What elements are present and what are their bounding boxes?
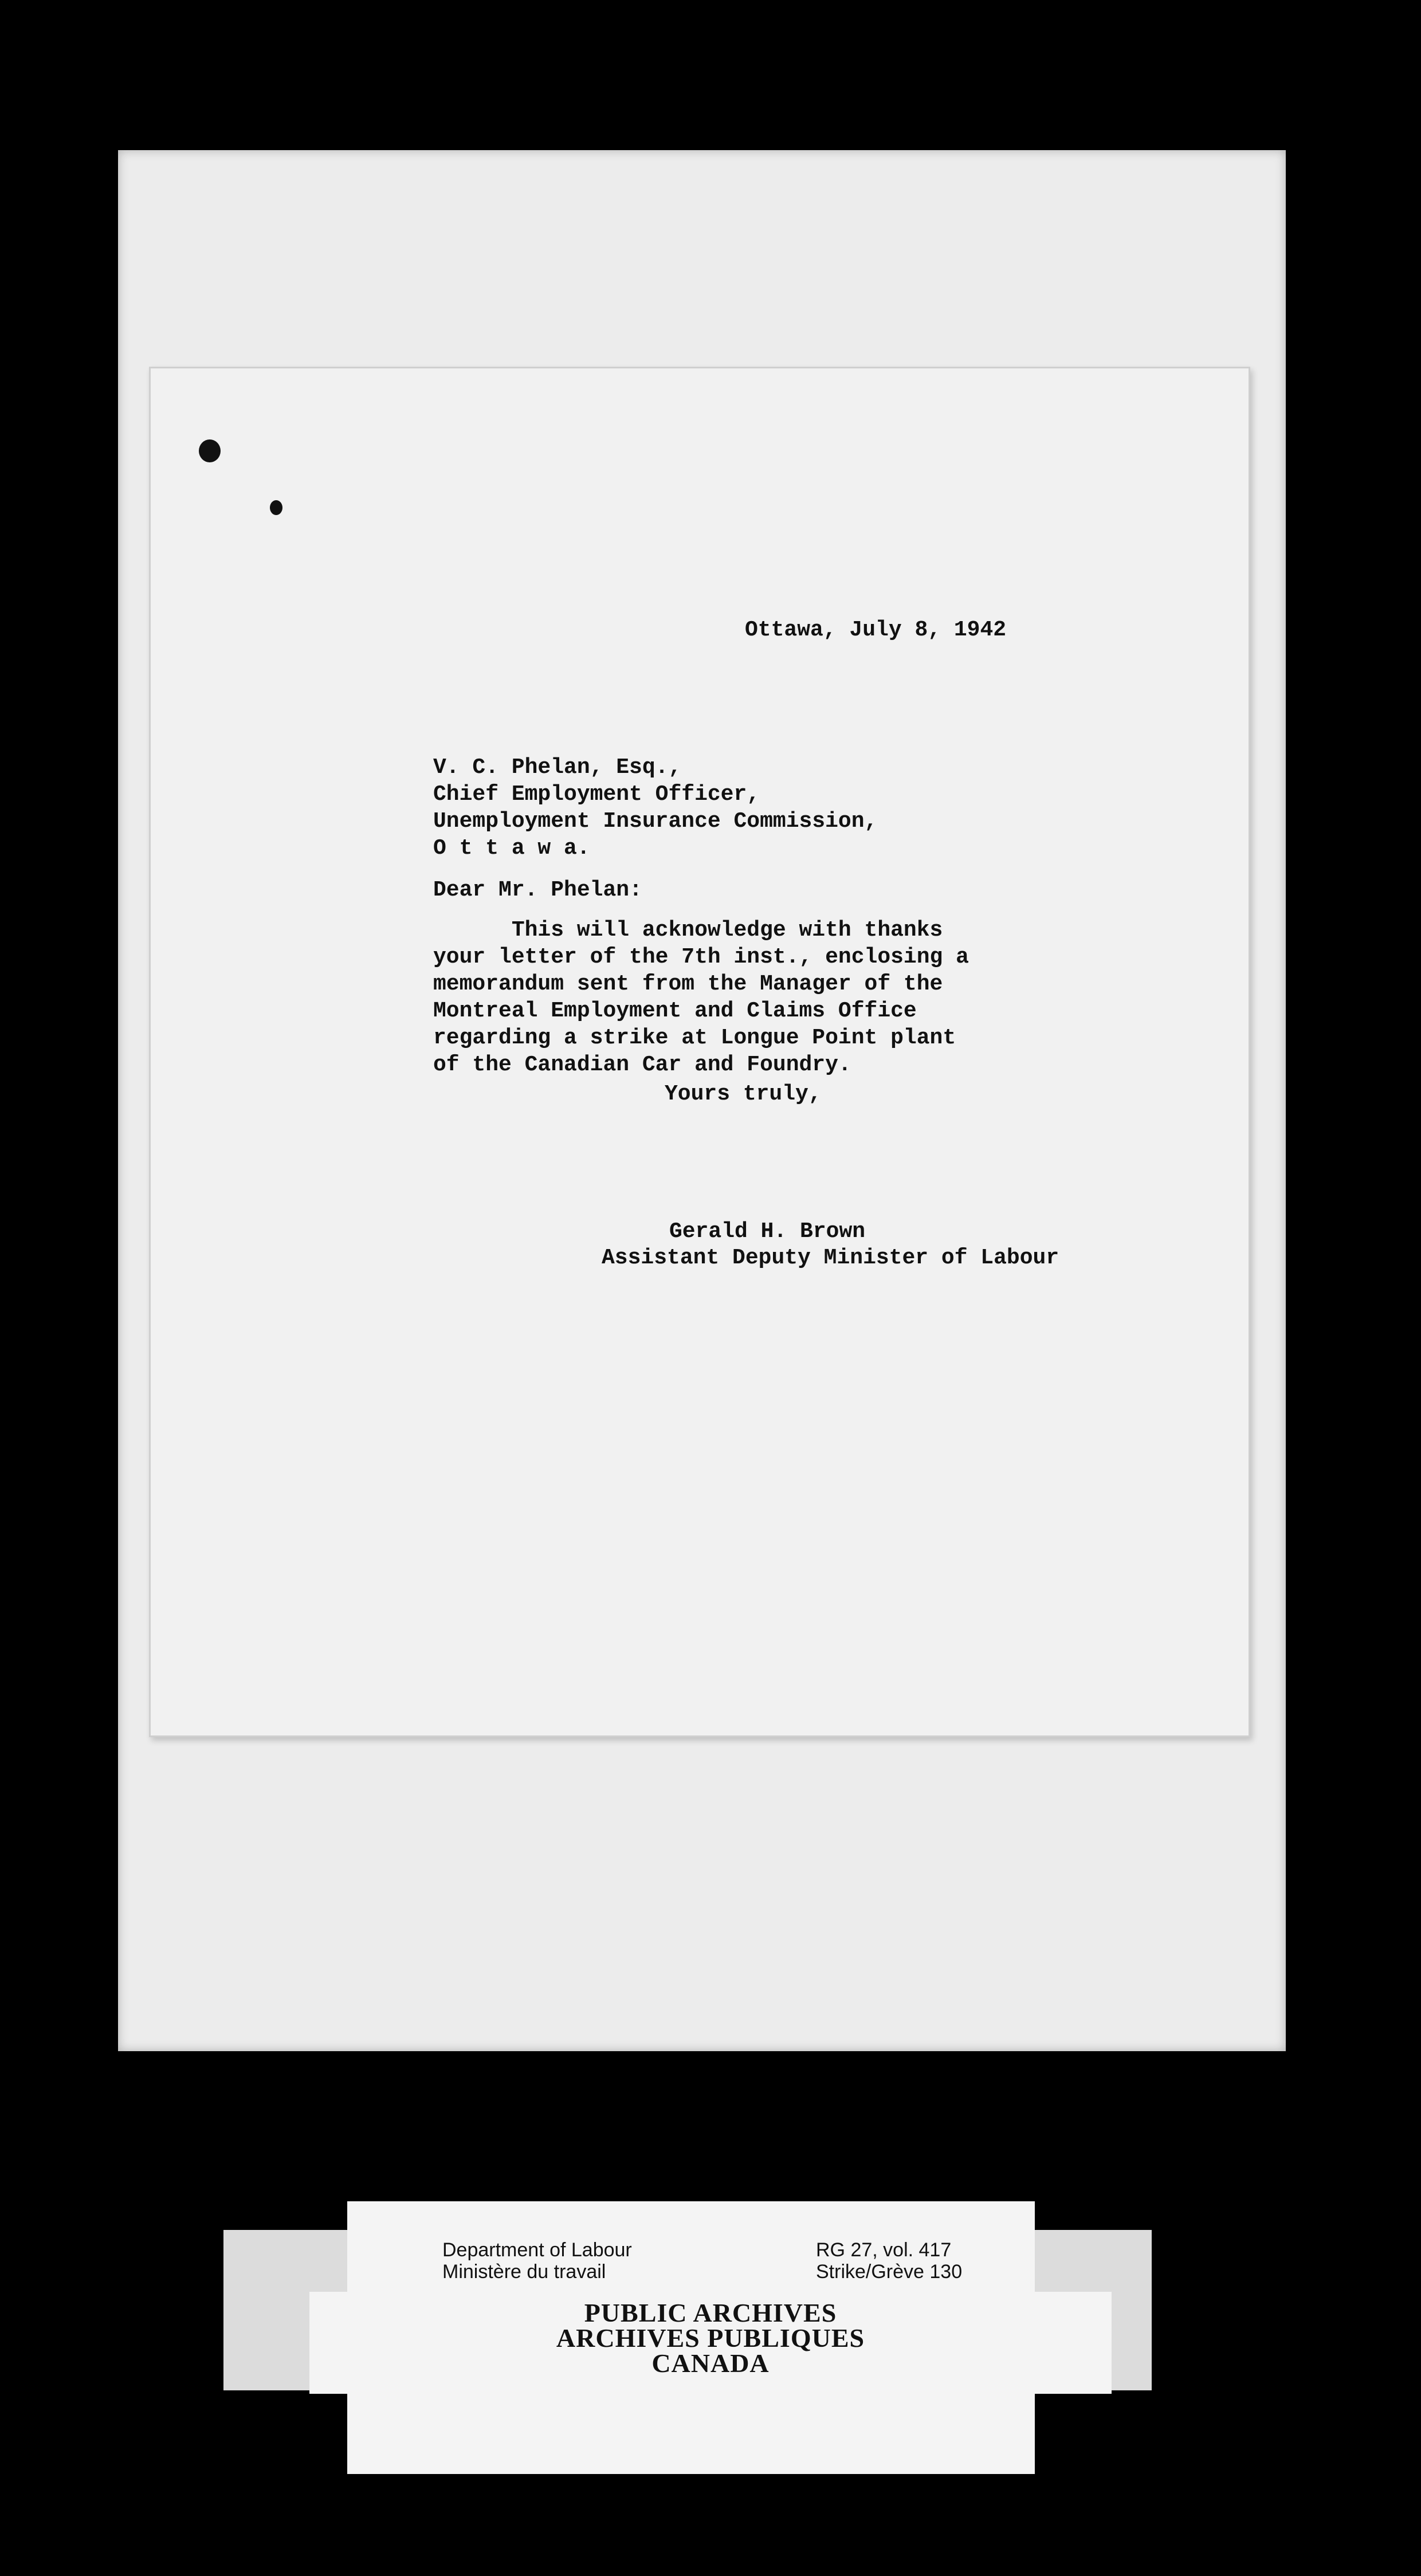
signer-title: Assistant Deputy Minister of Labour (602, 1246, 1059, 1270)
complimentary-close: Yours truly, (665, 1082, 822, 1106)
address-line: Unemployment Insurance Commission, (433, 809, 878, 834)
strike-reference: Strike/Grève 130 (816, 2261, 963, 2283)
address-line: Chief Employment Officer, (433, 782, 760, 807)
recipient-address (433, 754, 877, 862)
address-line: O t t a w a. (433, 836, 590, 861)
body-line: of the Canadian Car and Foundry. (433, 1053, 851, 1077)
letter-date: Ottawa, July 8, 1942 (745, 618, 1007, 642)
department-french: Ministère du travail (442, 2261, 606, 2283)
body-line: your letter of the 7th inst., enclosing a (433, 945, 969, 969)
archives-title-french: ARCHIVES PUBLIQUES (556, 2323, 865, 2353)
record-group-reference: RG 27, vol. 417 (816, 2239, 952, 2261)
letter-body (433, 917, 969, 1078)
body-line: This will acknowledge with thanks (433, 918, 943, 943)
salutation: Dear Mr. Phelan: (433, 878, 642, 902)
archives-country: CANADA (651, 2349, 770, 2378)
body-line: memorandum sent from the Manager of the (433, 972, 943, 996)
body-line: regarding a strike at Longue Point plant (433, 1026, 956, 1050)
punch-hole (199, 439, 221, 462)
body-line: Montreal Employment and Claims Office (433, 999, 917, 1023)
department-english: Department of Labour (442, 2239, 632, 2261)
signer-name: Gerald H. Brown (669, 1219, 866, 1244)
punch-hole-mark (270, 500, 282, 515)
archives-title-english: PUBLIC ARCHIVES (584, 2298, 837, 2327)
address-line: V. C. Phelan, Esq., (433, 755, 682, 780)
